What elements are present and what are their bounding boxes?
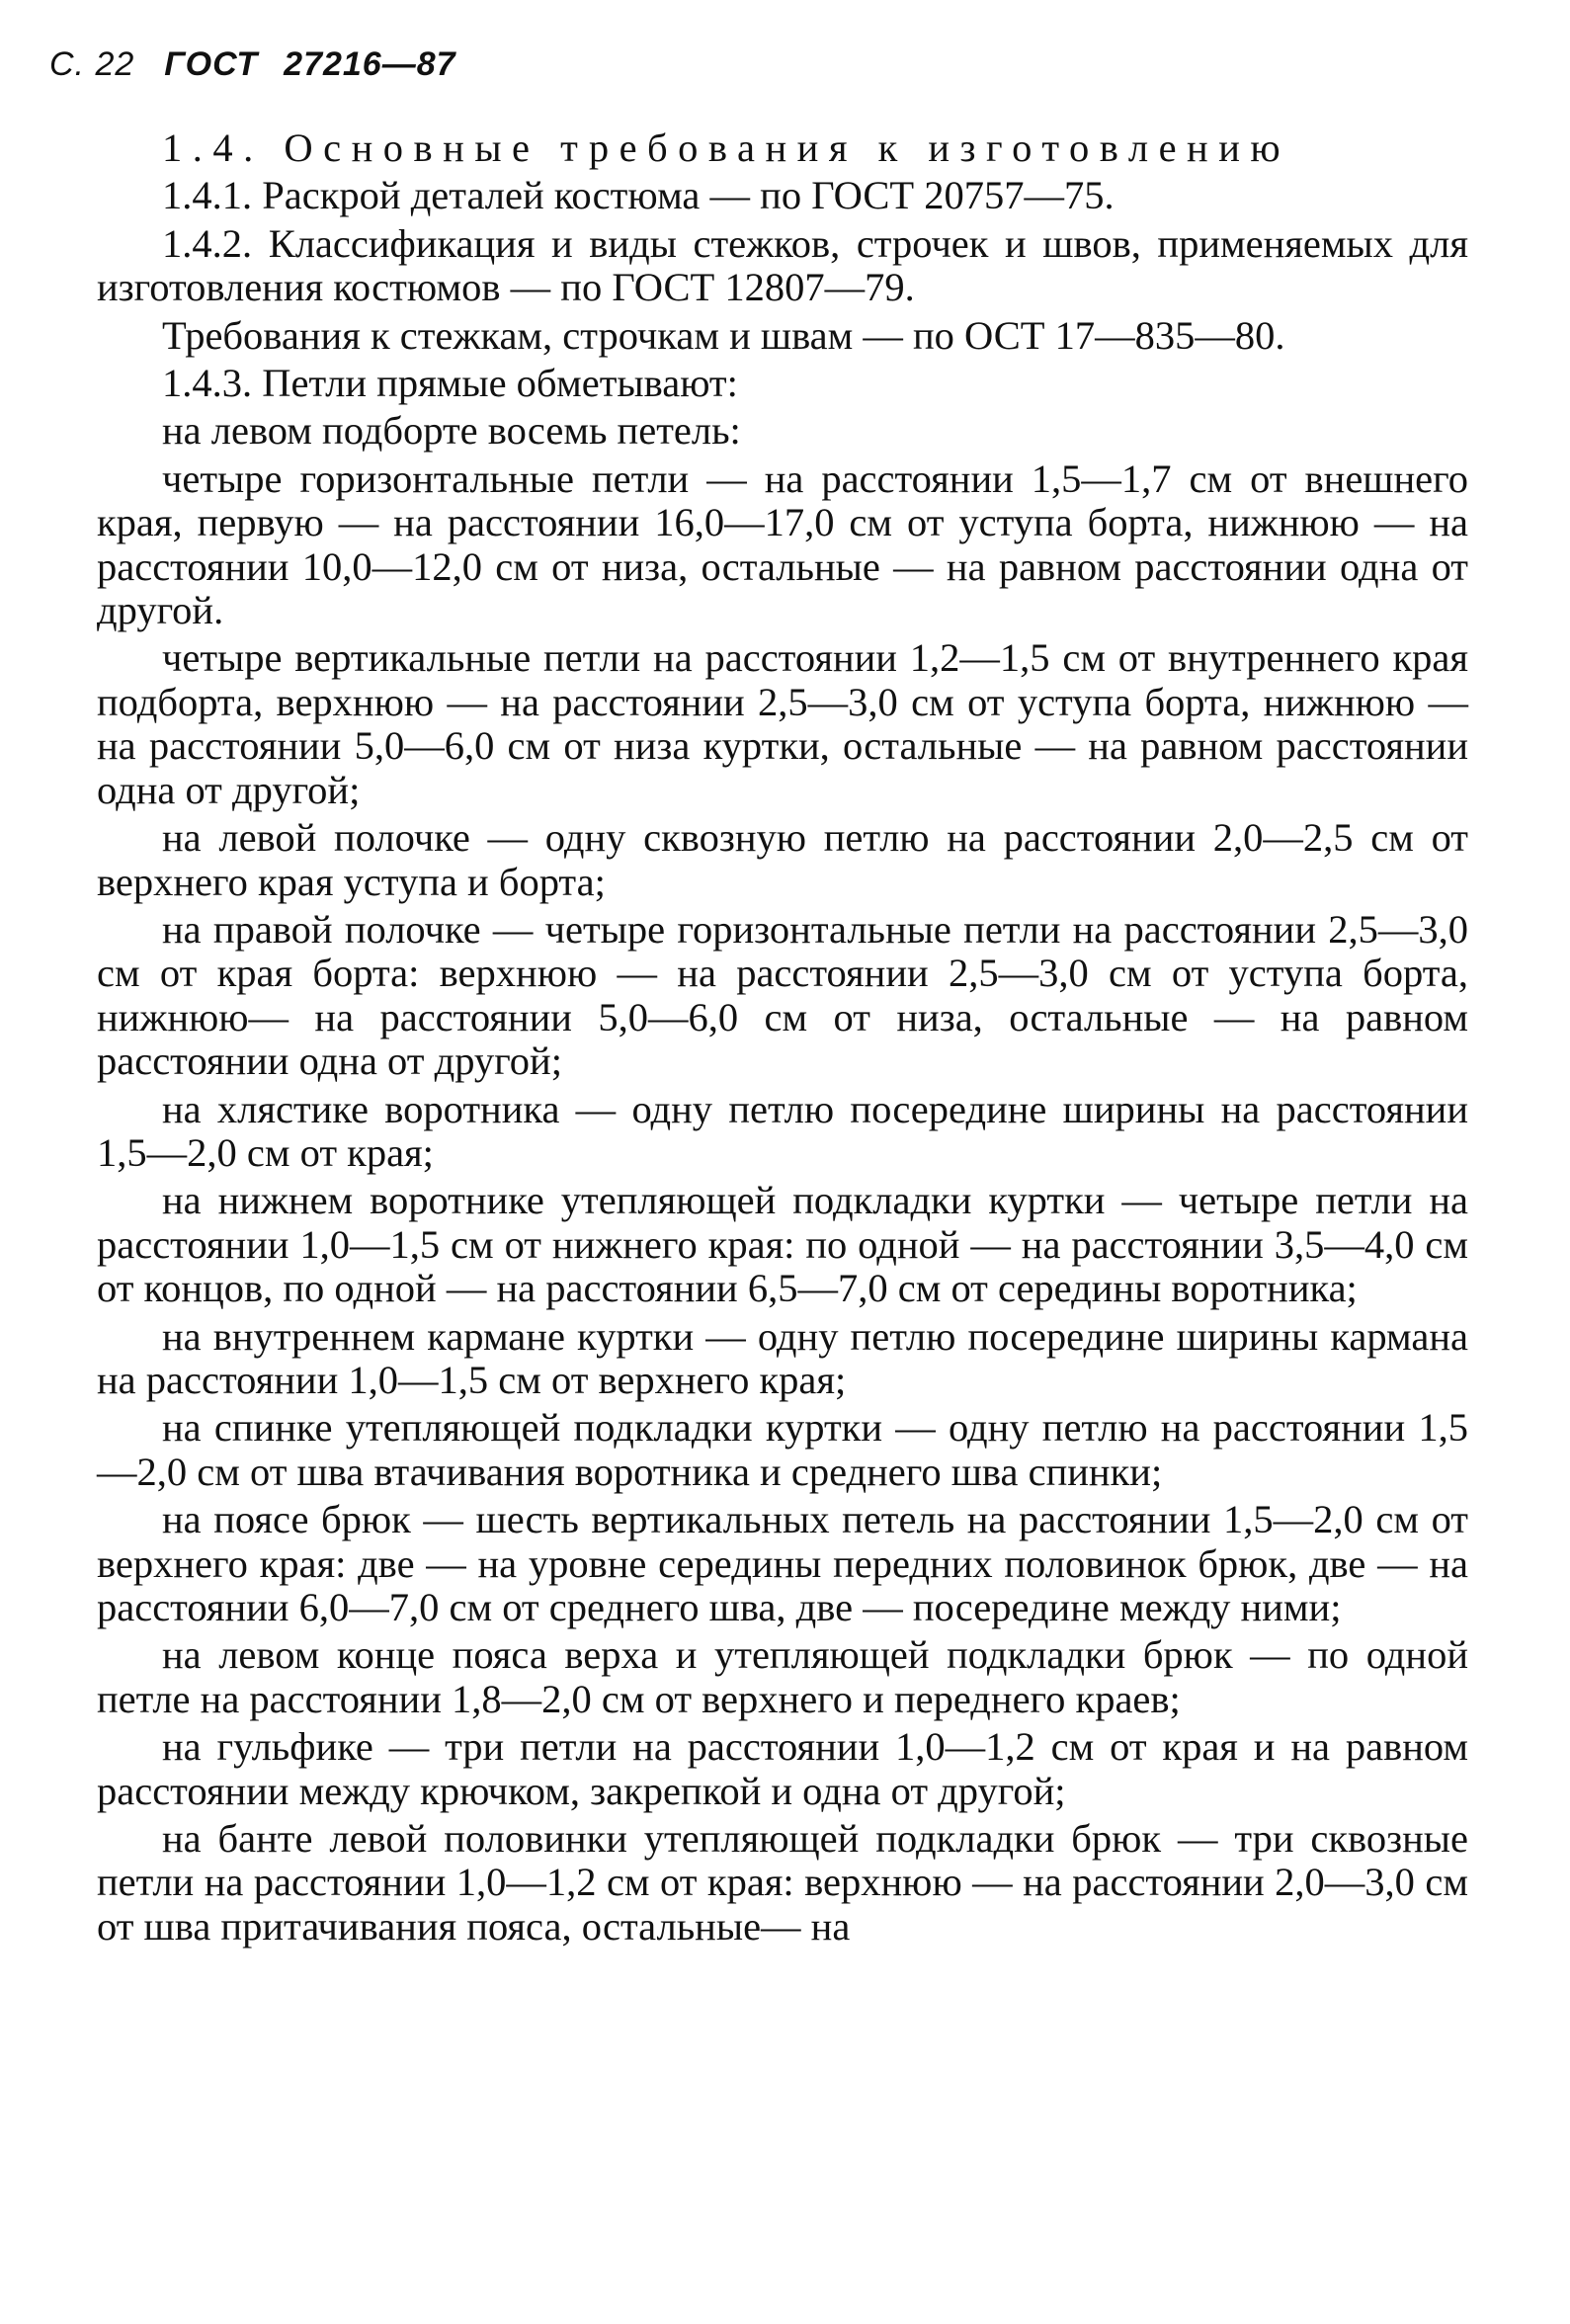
paragraph: 1.4.3. Петли прямые обметывают: (162, 361, 738, 406)
section-heading: 1.4. Основные требования к изготовлению (162, 125, 1291, 170)
paragraph: на гульфике — три петли на расстоянии 1,0—1,2 см от края и на равном расстоянии между крючком, закрепкой и одна от другой; (97, 1724, 1468, 1813)
page-header (49, 45, 456, 84)
paragraph: на левом подборте восемь петель: (162, 408, 741, 454)
paragraph: 1.4.1. Раскрой деталей костюма — по ГОСТ 20757—75. (162, 173, 1115, 218)
paragraph: на банте левой половинки утепляющей подкладки брюк — три сквозные петли на расстоянии 1,0—1,2 см от края: верхнюю — на расстоянии 2,0—3,0 см от шва притачивания пояса, остальные— на (97, 1816, 1468, 1949)
paragraph: четыре вертикальные петли на расстоянии 1,2—1,5 см от внутреннего края подборта, верхнюю — на расстоянии 2,5—3,0 см от уступа борта, нижнюю — на расстоянии 5,0—6,0 см от низа куртки, остальные — на равном расстоянии одна от другой; (97, 635, 1468, 812)
paragraph: 1.4.2. Классификация и виды стежков, строчек и швов, применяемых для изготовления костюмов — по ГОСТ 12807—79. (97, 220, 1468, 310)
paragraph: Требования к стежкам, строчкам и швам — по ОСТ 17—835—80. (162, 312, 1285, 358)
paragraph: на поясе брюк — шесть вертикальных петель на расстоянии 1,5—2,0 см от верхнего края: две — на уровне середины передних половинок брюк, две — на расстоянии 6,0—7,0 см от среднего шва, две — посередине между ними; (97, 1497, 1468, 1629)
document-body (97, 126, 1468, 1952)
paragraph: на левом конце пояса верха и утепляющей подкладки брюк — по одной петле на расстоянии 1,8—2,0 см от верхнего и переднего краев; (97, 1632, 1468, 1721)
paragraph: на левой полочке — одну сквозную петлю на расстоянии 2,0—2,5 см от верхнего края уступа и борта; (97, 815, 1468, 904)
paragraph: на нижнем воротнике утепляющей подкладки куртки — четыре петли на расстоянии 1,0—1,5 см от нижнего края: по одной — на расстоянии 3,5—4,0 см от концов, по одной — на расстоянии 6,5—7,0 см от середины воротника; (97, 1178, 1468, 1311)
standard-label: ГОСТ (164, 45, 259, 83)
page-number: С. 22 (49, 45, 135, 83)
paragraph: на спинке утепляющей подкладки куртки — одну петлю на расстоянии 1,5—2,0 см от шва втачивания воротника и среднего шва спинки; (97, 1405, 1468, 1494)
standard-number: 27216—87 (284, 45, 456, 83)
paragraph: на правой полочке — четыре горизонтальные петли на расстоянии 2,5—3,0 см от края борта: верхнюю — на расстоянии 2,5—3,0 см от уступа борта, нижнюю— на расстоянии 5,0—6,0 см от низа, остальные — на равном расстоянии одна от другой; (97, 906, 1468, 1084)
paragraph: на внутреннем кармане куртки — одну петлю посередине ширины кармана на расстоянии 1,0—1,5 см от верхнего края; (97, 1313, 1468, 1402)
paragraph: четыре горизонтальные петли — на расстоянии 1,5—1,7 см от внешнего края, первую — на расстоянии 16,0—17,0 см от уступа борта, нижнюю — на расстоянии 10,0—12,0 см от низа, остальные — на равном расстоянии одна от другой. (97, 456, 1468, 633)
paragraph: на хлястике воротника — одну петлю посередине ширины на расстоянии 1,5—2,0 см от края; (97, 1086, 1468, 1175)
